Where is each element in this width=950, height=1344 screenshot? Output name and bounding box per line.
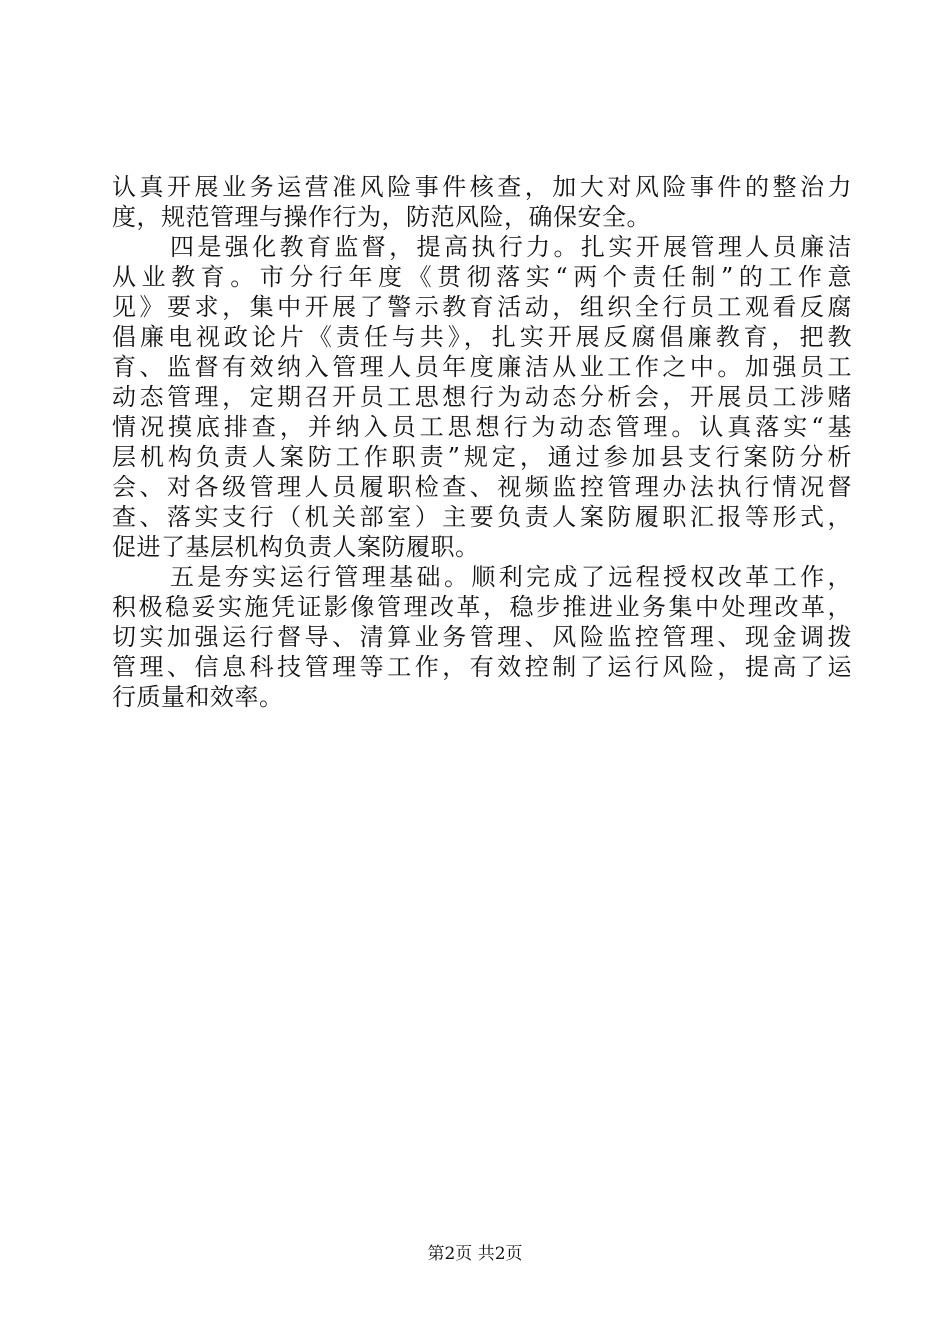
text-line: 切实加强运行督导、清算业务管理、风险监控管理、现金调拨	[112, 623, 852, 651]
paragraph-start-line: 四是强化教育监督，提高执行力。扎实开展管理人员廉洁	[170, 233, 852, 261]
text-line: 见》要求，集中开展了警示教育活动，组织全行员工观看反腐	[112, 293, 852, 321]
text-line: 育、监督有效纳入管理人员年度廉洁从业工作之中。加强员工	[112, 353, 852, 381]
text-line: 度，规范管理与操作行为，防范风险，确保安全。	[112, 203, 651, 231]
text-line: 积极稳妥实施凭证影像管理改革，稳步推进业务集中处理改革，	[112, 593, 852, 621]
paragraph-start-line: 五是夯实运行管理基础。顺利完成了远程授权改革工作，	[170, 563, 852, 591]
text-line: 行质量和效率。	[112, 683, 284, 711]
text-line: 管理、信息科技管理等工作，有效控制了运行风险，提高了运	[112, 653, 852, 681]
text-line: 动态管理，定期召开员工思想行为动态分析会，开展员工涉赌	[112, 383, 852, 411]
text-line: 从业教育。市分行年度《贯彻落实“两个责任制”的工作意	[112, 263, 852, 291]
text-line: 查、落实支行（机关部室）主要负责人案防履职汇报等形式，	[112, 503, 852, 531]
text-line: 认真开展业务运营准风险事件核查，加大对风险事件的整治力	[112, 173, 852, 201]
page-number-footer: 第2页 共2页	[427, 1244, 523, 1264]
text-line: 倡廉电视政论片《责任与共》，扎实开展反腐倡廉教育，把教	[112, 323, 852, 351]
text-line: 情况摸底排查，并纳入员工思想行为动态管理。认真落实“基	[112, 413, 852, 441]
text-line: 促进了基层机构负责人案防履职。	[112, 533, 480, 561]
document-body	[112, 172, 852, 712]
text-line: 层机构负责人案防工作职责”规定，通过参加县支行案防分析	[112, 443, 852, 471]
text-line: 会、对各级管理人员履职检查、视频监控管理办法执行情况督	[112, 473, 852, 501]
